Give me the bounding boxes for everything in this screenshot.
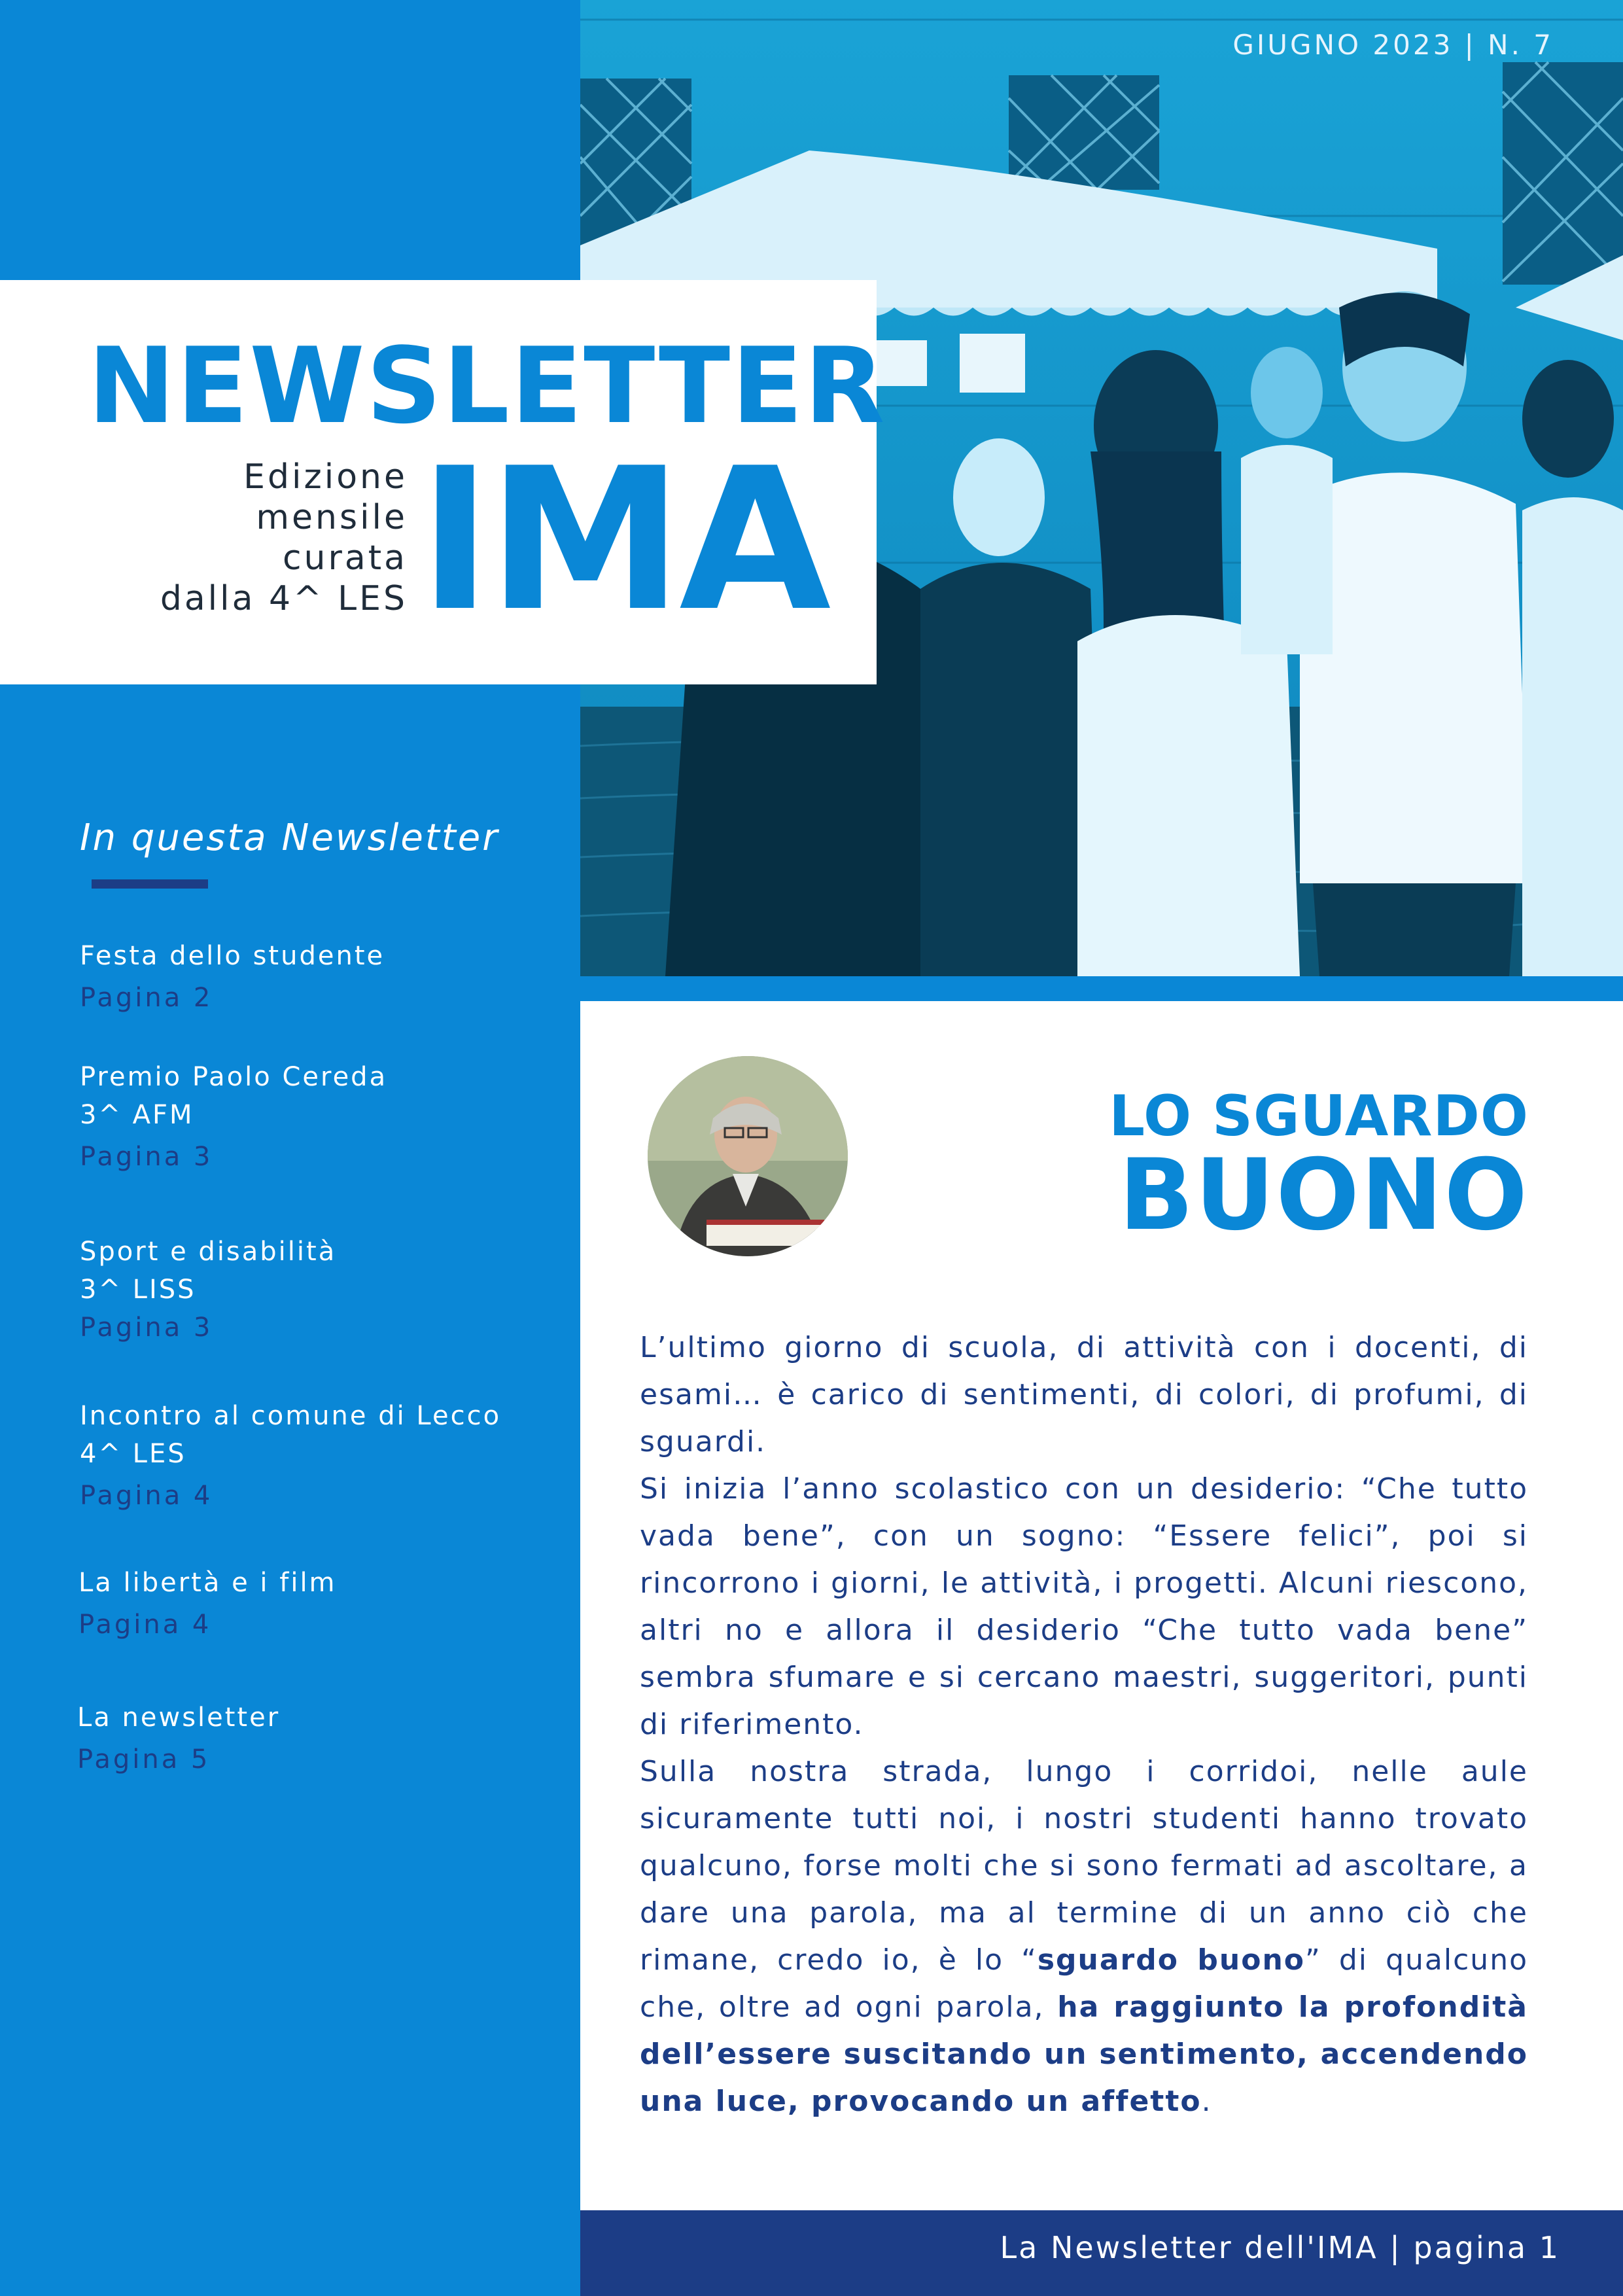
toc-item-page: Pagina 5 (77, 1744, 211, 1775)
subtitle-line: Edizione (243, 457, 408, 497)
toc-item-label: Sport e disabilità (80, 1237, 337, 1267)
article-text: Si inizia l’anno scolastico con un desiderio: “Che tutto vada bene”, con un sogno: “Essere felici”, poi si rincorrono i giorni, le attività, i progetti. Alcuni riescono, altri no e allora il desiderio “Che tutto vada bene” sembra sfumare e si cercano maestri, suggeritori, punti di riferimento. (640, 1472, 1528, 1741)
author-portrait-image (648, 1056, 848, 1256)
article-bold-text: sguardo buono (1037, 1943, 1305, 1977)
toc-item-page: Pagina 3 (80, 1313, 213, 1343)
article-kicker: LO SGUARDO (1109, 1084, 1529, 1149)
subtitle-line: curata (282, 539, 408, 578)
photo-accent-strip (580, 976, 1623, 1001)
toc-item-premio[interactable] (80, 1058, 387, 1176)
article-text: Sulla nostra strada, lungo i corridoi, nelle aule sicuramente tutti noi, i nostri studenti hanno trovato qualcuno, forse molti che si sono fermati ad ascoltare, a dare una parola, ma al termine di un anno ciò che rimane, credo io, è lo “ (640, 1755, 1528, 1977)
article-bold-text: ha raggiunto la profondità dell’essere suscitando un sentimento, accendendo una luce, provocando un affetto (640, 1990, 1528, 2118)
article-paragraph (640, 1466, 1528, 1748)
masthead-ima: IMA (419, 426, 828, 654)
toc-item-label: Incontro al comune di Lecco (80, 1401, 502, 1431)
subtitle-line: mensile (256, 498, 408, 537)
toc-item-label: 3^ AFM (80, 1100, 194, 1130)
toc-item-page: Pagina 4 (79, 1610, 212, 1640)
article-title: BUONO (1119, 1139, 1529, 1252)
masthead-subtitle (133, 457, 408, 619)
article-paragraph (640, 1324, 1528, 1466)
toc-item-label: 3^ LISS (80, 1275, 196, 1305)
toc-item-page: Pagina 4 (80, 1481, 213, 1511)
toc-item-sport[interactable] (80, 1233, 336, 1347)
author-portrait (648, 1056, 848, 1256)
toc-item-liberta[interactable] (79, 1564, 337, 1644)
toc-item-label: Festa dello studente (80, 941, 385, 971)
toc-item-newsletter[interactable] (77, 1699, 280, 1778)
toc-item-festa[interactable] (80, 937, 385, 1017)
masthead-title: NEWSLETTER (88, 325, 886, 447)
toc-item-page: Pagina 3 (80, 1142, 213, 1172)
article-paragraph (640, 1748, 1528, 2125)
toc-item-page: Pagina 2 (80, 983, 213, 1013)
toc-title: In questa Newsletter (80, 817, 500, 859)
subtitle-line: dalla 4^ LES (160, 579, 408, 618)
article-text: . (1201, 2085, 1212, 2118)
toc-item-label: La libertà e i film (79, 1568, 337, 1598)
article-text: L’ultimo giorno di scuola, di attività con i docenti, di esami… è carico di sentimenti, di colori, di profumi, di sguardi. (640, 1331, 1528, 1458)
footer-text: La Newsletter dell'IMA | pagina 1 (1000, 2230, 1560, 2265)
article-body (640, 1324, 1528, 2125)
issue-date: GIUGNO 2023 | N. 7 (1232, 29, 1554, 61)
toc-divider (92, 879, 208, 889)
toc-item-label: Premio Paolo Cereda (80, 1062, 388, 1092)
toc-item-label: 4^ LES (80, 1439, 186, 1469)
toc-item-incontro[interactable] (80, 1397, 501, 1515)
article-text: ” di qualcuno che, oltre ad ogni parola, (640, 1943, 1528, 2024)
toc-item-label: La newsletter (77, 1703, 281, 1733)
